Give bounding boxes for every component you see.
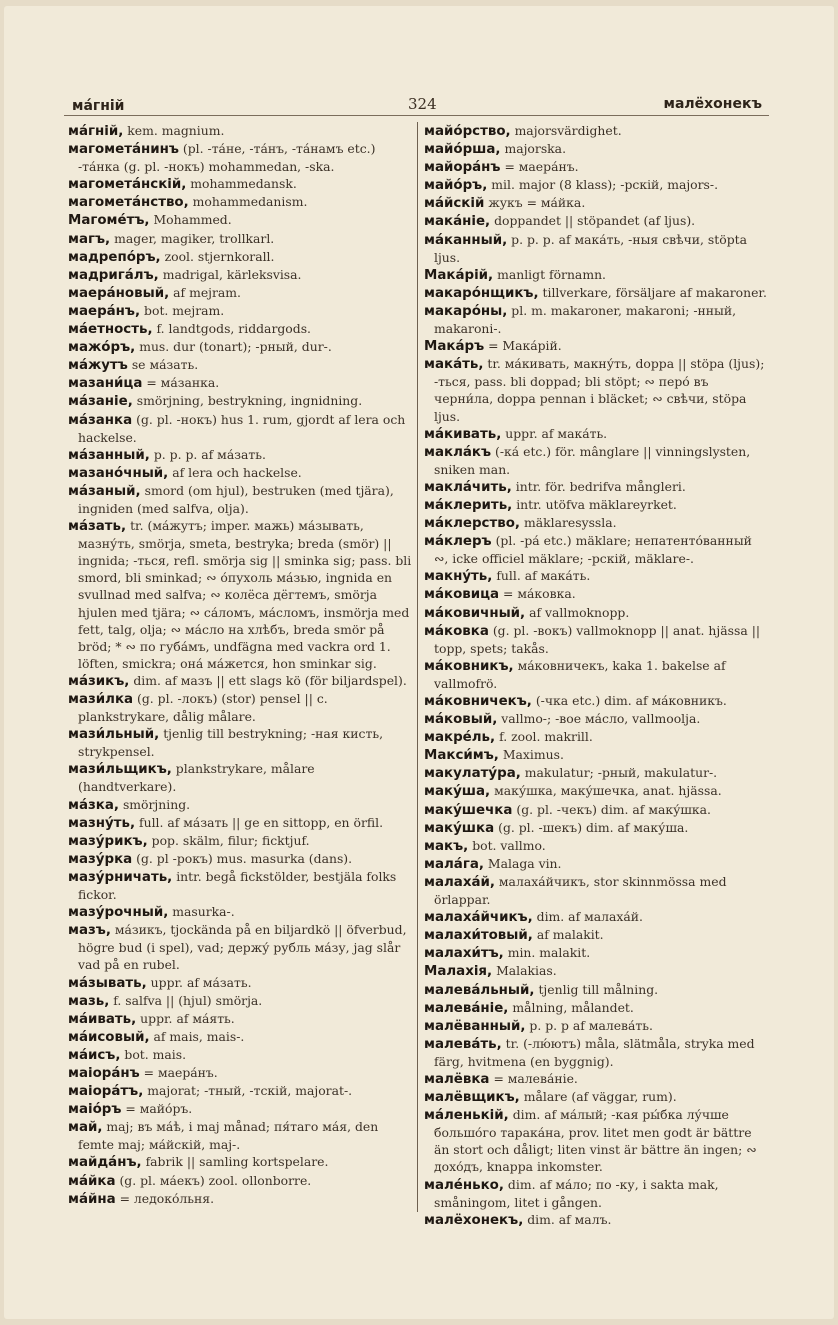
entry-headword: ма́жутъ (68, 358, 128, 374)
entry-headword: ма́гній, (68, 124, 124, 139)
dictionary-entry (424, 266, 770, 284)
entry-headword: мази́лка (68, 692, 134, 707)
entry-headword: ма́ковка (424, 623, 489, 639)
entry-definition: doppandet || stöpandet (af ljus). (494, 213, 696, 229)
entry-definition: f. landtgods, riddargods. (156, 321, 311, 337)
entry-definition: fabrik || samling kortspelare. (145, 1154, 329, 1170)
entry-definition: Malakias. (496, 963, 557, 979)
entry-headword: ма́ковый, (424, 712, 498, 728)
entry-definition: tjenlig till bestrykning; -ная кисть, strykpensel. (78, 726, 384, 760)
entry-definition: mus. dur (tonart); -рный, dur-. (139, 339, 332, 355)
entry-definition: ма́зикъ, tjockända på en biljardkö || öfverbud, högre bud (i spel), vad; держу́ рубль ма́зу, jag slår vad på en rubel. (78, 922, 407, 973)
dictionary-entry (68, 814, 412, 832)
dictionary-entry (68, 1190, 412, 1208)
entry-definition: plankstrykare, målare (handtverkare). (78, 761, 315, 795)
entry-headword: майда́нъ, (68, 1155, 142, 1171)
dictionary-entry (424, 425, 770, 443)
entry-definition: mil. major (8 klass); -рскій, majors-. (491, 177, 719, 193)
dictionary-entry (68, 248, 412, 266)
dictionary-entry (424, 158, 770, 176)
entry-definition: f. zool. makrill. (499, 729, 593, 745)
entry-definition: majorsvärdighet. (514, 123, 622, 138)
entry-headword: майо́рша, (424, 142, 501, 158)
entry-headword: ма́исовый, (68, 1029, 150, 1045)
dictionary-entry (68, 1118, 412, 1153)
entry-headword: макаро́нщикъ, (424, 285, 539, 301)
entry-headword: малева́льный, (424, 982, 535, 998)
dictionary-entry (424, 1035, 770, 1070)
entry-headword: маера́новый, (68, 285, 170, 301)
entry-definition: smord (om hjul), bestruken (med tjära), ingniden (med salfva, olja). (78, 482, 394, 516)
dictionary-entry (68, 725, 412, 760)
entry-definition: pl. m. makaroner, makaroni; -нный, makaroni-. (434, 302, 737, 337)
dictionary-entry (68, 850, 412, 868)
dictionary-entry (424, 657, 770, 692)
entry-definition: full. af мака́ть. (496, 568, 591, 584)
dictionary-entry (424, 337, 770, 355)
entry-headword: малёвка (424, 1071, 490, 1087)
dictionary-entry (424, 604, 770, 622)
entry-headword: мазь, (68, 993, 110, 1009)
entry-definition: (g. pl. -чекъ) dim. af маку́шка. (516, 801, 711, 817)
dictionary-entry (424, 585, 770, 603)
entry-headword: малахи́тъ, (424, 946, 504, 962)
entry-headword: ма́ленькій, (424, 1108, 509, 1124)
dictionary-entry (424, 746, 770, 764)
entry-definition: Mohammed. (153, 212, 232, 228)
entry-definition: (pl. -ра́ etc.) mäklare; непатенто́ванный ∾, icke officiel mäklare; -рскій, mäklare-. (434, 533, 752, 567)
dictionary-entry (424, 176, 770, 194)
entry-definition: intr. begå fickstölder, bestjäla folks fickor. (78, 868, 397, 903)
entry-definition: p. p. p. af ма́зать. (153, 446, 266, 462)
entry-headword: ма́йна (68, 1191, 116, 1207)
entry-headword: малахи́товый, (424, 928, 533, 944)
entry-definition: masurka-. (172, 904, 235, 920)
entry-definition: full. af ма́зать || ge en sittopp, en örfil. (139, 814, 384, 830)
entry-headword: Мака́рій, (424, 267, 494, 283)
entry-headword: магомета́нскій, (68, 177, 187, 193)
dictionary-entry (424, 355, 770, 424)
entry-definition: intr. utöfva mäklareyrket. (516, 496, 677, 512)
entry-definition: = ма́ковка. (503, 586, 576, 602)
entry-definition: dim. af малъ. (527, 1211, 612, 1227)
entry-definition: = маера́нъ. (504, 159, 579, 175)
entry-headword: мазано́чный, (68, 465, 169, 481)
dictionary-entry (68, 921, 412, 973)
right-column (424, 122, 770, 1229)
entry-definition: af vallmoknopp. (529, 604, 630, 620)
entry-definition: маку́шка, маку́шечка, anat. hjässa. (494, 783, 722, 799)
dictionary-entry (68, 211, 412, 229)
dictionary-entry (424, 908, 770, 926)
entry-definition: = майо́ръ. (125, 1101, 193, 1117)
entry-headword: макну́ть, (424, 569, 493, 585)
entry-definition: = Мака́рій. (488, 338, 562, 354)
dictionary-entry (424, 801, 770, 819)
entry-definition: mohammedansk. (190, 176, 297, 192)
entry-definition: mäklaresyssla. (523, 515, 617, 531)
entry-headword: ма́йскій (424, 196, 485, 212)
dictionary-entry (68, 338, 412, 356)
entry-headword: маку́шечка (424, 802, 513, 818)
entry-headword: маіора́нъ (68, 1065, 140, 1081)
dictionary-entry (68, 974, 412, 992)
entry-headword: мазу́рочный, (68, 905, 169, 921)
dictionary-entry (68, 796, 412, 814)
dictionary-entry (68, 266, 412, 284)
entry-headword: мазъ, (68, 923, 111, 939)
dictionary-entry (424, 532, 770, 567)
entry-definition: af malakit. (536, 927, 604, 943)
entry-headword: ма́зка, (68, 797, 119, 813)
entry-definition: mohammedanism. (192, 194, 308, 210)
entry-definition: af mejram. (173, 284, 241, 300)
dictionary-entry (68, 672, 412, 690)
dictionary-entry (424, 999, 770, 1017)
entry-definition: af mais, mais-. (153, 1028, 245, 1044)
entry-headword: ма́ковникъ, (424, 658, 514, 674)
entry-headword: ма́зикъ, (68, 673, 130, 689)
dictionary-entry (68, 1010, 412, 1028)
page-number: 324 (408, 95, 437, 113)
entry-definition: se ма́зать. (131, 357, 199, 373)
dictionary-entry (68, 411, 412, 446)
entry-headword: мази́льщикъ, (68, 762, 172, 778)
entry-definition: dim. af мазъ || ett slags kö (för biljardspel). (133, 672, 407, 688)
dictionary-entry (68, 903, 412, 921)
entry-headword: ма́клеръ (424, 534, 492, 550)
entry-definition: = малева́ніе. (493, 1070, 578, 1086)
entry-headword: ма́ковица (424, 587, 500, 603)
entry-definition: малаха́йчикъ, stor skinnmössa med örlappar. (434, 873, 727, 908)
dictionary-entry (424, 1017, 770, 1035)
entry-headword: мазу́рикъ, (68, 833, 148, 849)
dictionary-entry (68, 302, 412, 320)
entry-definition: makulatur; -рный, makulatur-. (524, 765, 718, 781)
dictionary-entry (424, 231, 770, 266)
dictionary-entry (424, 496, 770, 514)
entry-definition: tr. (-лю́ютъ) måla, slätmåla, stryka med färg, hvitmena (en byggnig). (434, 1035, 755, 1069)
dictionary-entry (424, 567, 770, 585)
dictionary-entry (424, 710, 770, 728)
entry-definition: = ледоко́льня. (119, 1190, 215, 1206)
entry-definition: (g. pl -рокъ) mus. masurka (dans). (136, 850, 353, 866)
entry-definition: zool. stjernkorall. (164, 248, 275, 264)
entry-definition: bot. mejram. (144, 302, 225, 318)
entry-definition: tillverkare, försäljare af makaroner. (542, 284, 767, 300)
entry-headword: макре́ль, (424, 730, 496, 746)
entry-definition: min. malakit. (507, 945, 591, 961)
entry-definition: af lera och hackelse. (172, 464, 302, 480)
entry-definition: maj; въ ма́ѣ, i maj månad; пя́таго ма́я, den femte maj; ма́йскій, maj-. (78, 1119, 379, 1153)
dictionary-entry (68, 175, 412, 193)
dictionary-entry (424, 692, 770, 710)
dictionary-entry (424, 1176, 770, 1211)
dictionary-entry (424, 514, 770, 532)
dictionary-entry (68, 1046, 412, 1064)
entry-definition: p. p. p af малева́ть. (529, 1017, 653, 1033)
entry-definition: dim. af ма́ло; по -ку, i sakta mak, småningom, litet i gången. (434, 1176, 719, 1210)
entry-headword: ма́ковичный, (424, 605, 526, 621)
entry-definition: pop. skälm, filur; ficktjuf. (151, 832, 310, 848)
entry-definition: (g. pl. ма́екъ) zool. ollonborre. (119, 1172, 312, 1188)
dictionary-entry (68, 392, 412, 410)
dictionary-entry (68, 230, 412, 248)
entry-headword: мадрига́лъ, (68, 267, 159, 283)
entry-headword: маку́шка (424, 820, 495, 836)
entry-headword: мале́нько, (424, 1177, 504, 1193)
entry-definition: målare (af väggar, rum). (523, 1089, 677, 1105)
entry-definition: kem. magnium. (127, 123, 225, 138)
dictionary-entry (424, 443, 770, 478)
entry-definition: (-ка́ etc.) för. mânglare || vinningslysten, sniken man. (434, 443, 751, 477)
entry-definition: p. p. p. af мака́ть, -ныя свѣчи, stöpta ljus. (434, 231, 748, 265)
entry-definition: tr. (ма́жутъ; imper. мажь) ма́зывать, мазну́ть, smörja, smeta, bestryka; breda (smör) || ingnida; -ться, refl. smörja sig || sminka sig; pass. bli smord, bli sminkad; ∾ о́пухоль ма́зью, ingnida en svullnad med salfva; ∾ колёса дёгтемъ, smörja hjulen med tjära; ∾ са́ломъ, ма́сломъ, insmörja med fett, talg, olja; ∾ ма́сло на хлѣбъ, breda smör på bröd; * ∾ по губа́мъ, undfägna med vackra ord 1. löften, smickra; она́ ма́жется, hon sminkar sig. (78, 518, 412, 671)
entry-definition: (g. pl. -шекъ) dim. af маку́ша. (498, 819, 689, 835)
entry-definition: = ма́занка. (146, 375, 220, 391)
dictionary-entry (68, 517, 412, 672)
entry-headword: ма́клерить, (424, 497, 513, 513)
entry-headword: ма́канный, (424, 232, 508, 248)
entry-headword: ма́зывать, (68, 975, 147, 991)
entry-definition: mager, magiker, trollkarl. (114, 230, 275, 246)
dictionary-entry (68, 140, 412, 175)
entry-headword: мазу́рничать, (68, 869, 173, 885)
entry-definition: tjenlig till målning. (538, 981, 659, 997)
entry-definition: madrigal, kärleksvisa. (162, 266, 302, 282)
header-rule (64, 115, 769, 116)
entry-headword: маера́нъ, (68, 303, 141, 319)
entry-definition: majorat; -тный, -тскій, majorat-. (147, 1083, 353, 1099)
entry-definition: (-чка etc.) dim. af ма́ковникъ. (535, 693, 727, 708)
dictionary-entry (68, 464, 412, 482)
dictionary-entry (68, 1153, 412, 1171)
entry-definition: Maximus. (502, 747, 564, 763)
entry-headword: ма́клерство, (424, 516, 521, 532)
dictionary-entry (68, 992, 412, 1010)
dictionary-entry (424, 122, 770, 140)
entry-headword: малёвщикъ, (424, 1090, 520, 1106)
entry-headword: Малахія, (424, 964, 493, 980)
entry-definition: uppr. af ма́ять. (140, 1010, 235, 1026)
entry-headword: Макси́мъ, (424, 748, 499, 764)
dictionary-entry (424, 140, 770, 158)
dictionary-entry (424, 478, 770, 496)
dictionary-entry (424, 194, 770, 212)
dictionary-entry (424, 1211, 770, 1229)
entry-definition: f. salfva || (hjul) smörja. (113, 992, 263, 1008)
entry-headword: малёванный, (424, 1018, 526, 1034)
entry-definition: dim. af ма́лый; -кая ры́бка лу́чше большо́го тарака́на, prov. litet men godt är bättre än stort och dåligt; liten vinst är bättre än ingen; ∾ дохо́дъ, knappa inkomster. (434, 1107, 757, 1175)
entry-headword: маіора́тъ, (68, 1084, 144, 1100)
dictionary-entry (424, 837, 770, 855)
dictionary-entry (424, 819, 770, 837)
entry-definition: (pl. -та́не, -та́нъ, -та́намъ etc.) -та́нка (g. pl. -нокъ) mohammedan, -ska. (78, 141, 376, 175)
dictionary-entry (424, 782, 770, 800)
dictionary-entry (68, 690, 412, 725)
entry-definition: målning, målandet. (512, 999, 634, 1015)
entry-definition: = маера́нъ. (143, 1064, 218, 1080)
dictionary-entry (68, 193, 412, 211)
entry-headword: мала́га, (424, 856, 484, 872)
entry-headword: май, (68, 1120, 103, 1136)
dictionary-entry (68, 1082, 412, 1100)
entry-definition: manligt förnamn. (497, 266, 606, 282)
entry-definition: ма́ковничекъ, kaka 1. bakelse af vallmofrö. (434, 657, 726, 691)
entry-headword: мадрепо́ръ, (68, 249, 161, 265)
entry-headword: мазну́ть, (68, 815, 136, 831)
entry-definition: uppr. af мака́ть. (505, 425, 608, 441)
dictionary-entry (424, 855, 770, 873)
entry-headword: ма́занка (68, 412, 133, 428)
entry-headword: магъ, (68, 231, 111, 247)
entry-headword: Мака́ръ (424, 339, 485, 355)
dictionary-entry (424, 1070, 770, 1088)
dictionary-entry (68, 356, 412, 374)
entry-headword: ма́заніе, (68, 394, 133, 410)
entry-headword: майора́нъ (424, 160, 501, 176)
entry-headword: малева́ть, (424, 1036, 502, 1052)
dictionary-entry (68, 1064, 412, 1082)
dictionary-entry (424, 1088, 770, 1106)
entry-definition: bot. mais. (124, 1046, 187, 1062)
entry-headword: макъ, (424, 838, 469, 854)
entry-definition: Malaga vin. (487, 855, 562, 871)
entry-headword: магомета́нство, (68, 195, 189, 211)
entry-headword: ма́заный, (68, 483, 141, 499)
dictionary-entry (68, 868, 412, 903)
entry-headword: ма́занный, (68, 447, 150, 463)
entry-headword: майо́ръ, (424, 178, 488, 194)
left-column (68, 122, 412, 1208)
entry-headword: ма́ивать, (68, 1011, 137, 1027)
dictionary-entry (68, 1028, 412, 1046)
entry-headword: ма́ковничекъ, (424, 694, 532, 709)
entry-definition: (g. pl. -вокъ) vallmoknopp || anat. hjässa || topp, spets; takås. (434, 622, 761, 656)
dictionary-entry (68, 482, 412, 517)
dictionary-entry (424, 926, 770, 944)
running-head-right: малёхонекъ (663, 96, 762, 112)
entry-definition: (g. pl. -локъ) (stor) pensel || c. plankstrykare, dålig målare. (78, 691, 328, 725)
dictionary-entry (424, 981, 770, 999)
entry-definition: majorska. (504, 141, 567, 157)
entry-headword: макла́чить, (424, 479, 512, 495)
dictionary-entry (424, 302, 770, 337)
entry-headword: мазани́ца (68, 376, 143, 392)
entry-definition: tr. ма́кивать, макну́ть, doppa || stöpa (ljus); -ться, pass. bli doppad; bli stöpt; ∾ перо́ въ черни́ла, doppa pennan i bläcket; ∾ свѣчи, stöpa ljus. (434, 356, 765, 424)
entry-headword: маку́ша, (424, 784, 491, 800)
dictionary-entry (424, 944, 770, 962)
entry-headword: макаро́ны, (424, 303, 508, 319)
entry-headword: маіо́ръ (68, 1102, 122, 1118)
entry-definition: (g. pl. -нокъ) hus 1. rum, gjordt af lera och hackelse. (78, 411, 406, 445)
dictionary-entry (68, 446, 412, 464)
entry-headword: ма́йка (68, 1173, 116, 1189)
dictionary-entry (68, 832, 412, 850)
entry-headword: малева́ніе, (424, 1000, 509, 1016)
column-divider (417, 122, 418, 1212)
entry-headword: малёхонекъ, (424, 1212, 524, 1228)
dictionary-entry (68, 284, 412, 302)
dictionary-entry (424, 962, 770, 980)
dictionary-entry (424, 728, 770, 746)
entry-headword: макулату́ра, (424, 766, 521, 782)
running-head-left: ма́гній (72, 98, 125, 114)
entry-headword: малаха́й, (424, 874, 495, 890)
entry-headword: мака́ніе, (424, 214, 491, 230)
entry-definition: vallmo-; -вое ма́сло, vallmoolja. (501, 711, 701, 727)
entry-definition: smörjning. (122, 796, 191, 812)
entry-definition: smörjning, bestrykning, ingnidning. (136, 393, 363, 409)
entry-headword: мази́льный, (68, 727, 160, 743)
dictionary-entry (68, 374, 412, 392)
entry-headword: Магоме́тъ, (68, 213, 150, 229)
dictionary-entry (424, 284, 770, 302)
entry-headword: магомета́нинъ (68, 142, 179, 158)
dictionary-entry (68, 760, 412, 795)
dictionary-entry (424, 622, 770, 657)
dictionary-entry (68, 1172, 412, 1190)
dictionary-entry (424, 1106, 770, 1175)
entry-headword: ма́етность, (68, 322, 153, 338)
dictionary-entry (424, 873, 770, 908)
entry-headword: ма́исъ, (68, 1047, 121, 1063)
dictionary-entry (68, 320, 412, 338)
entry-headword: мазу́рка (68, 851, 133, 867)
entry-headword: мажо́ръ, (68, 340, 136, 356)
entry-headword: ма́кивать, (424, 426, 502, 442)
dictionary-entry (424, 212, 770, 230)
entry-definition: bot. vallmo. (472, 837, 546, 853)
dictionary-entry (424, 764, 770, 782)
entry-headword: малаха́йчикъ, (424, 910, 533, 926)
entry-definition: dim. af малаха́й. (536, 909, 643, 925)
dictionary-entry (68, 1100, 412, 1118)
entry-definition: intr. för. bedrifva månglеri. (515, 478, 686, 494)
entry-headword: майо́рство, (424, 124, 511, 139)
dictionary-entry (68, 122, 412, 140)
entry-headword: мака́ть, (424, 357, 484, 373)
entry-definition: жукъ = ма́йка. (488, 195, 586, 211)
entry-definition: uppr. af ма́зать. (150, 974, 252, 990)
entry-headword: макла́къ (424, 444, 492, 460)
entry-headword: ма́зать, (68, 519, 127, 535)
